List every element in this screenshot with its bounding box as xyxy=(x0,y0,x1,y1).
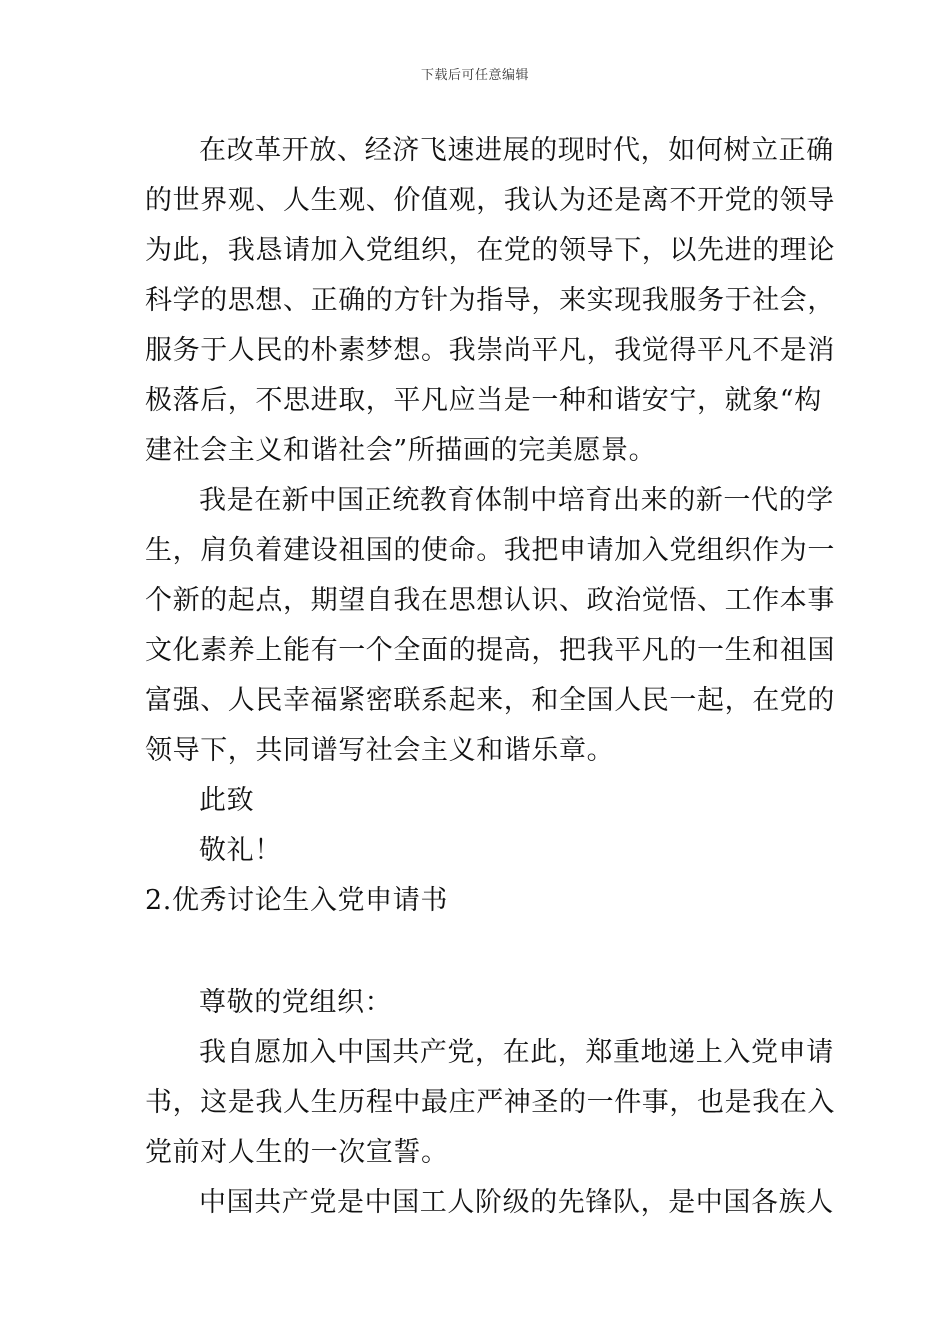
paragraph-line: 书，这是我人生历程中最庄严神圣的一件事，也是我在入 xyxy=(145,1087,835,1118)
paragraph-line: 领导下，共同谱写社会主义和谐乐章。 xyxy=(145,735,615,766)
paragraph-line: 我是在新中国正统教育体制中培育出来的新一代的学 xyxy=(199,485,834,516)
paragraph-line: 建社会主义和谐社会”所描画的完美愿景。 xyxy=(145,435,657,466)
paragraph-line: 科学的思想、正确的方针为指导，来实现我服务于社会， xyxy=(145,285,835,316)
paragraph-1 xyxy=(145,126,835,476)
section-title: 2.优秀讨论生入党申请书 xyxy=(145,885,448,916)
paragraph-line: 生，肩负着建设祖国的使命。我把申请加入党组织作为一 xyxy=(145,535,835,566)
paragraph-line: 我自愿加入中国共产党，在此，郑重地递上入党申请 xyxy=(199,1037,834,1068)
closing-line-2: 敬礼！ xyxy=(199,835,282,866)
paragraph-line: 为此，我恳请加入党组织，在党的领导下，以先进的理论 xyxy=(145,235,835,266)
closing-line-1: 此致 xyxy=(199,785,255,816)
paragraph-line: 在改革开放、经济飞速进展的现时代，如何树立正确 xyxy=(199,135,834,166)
paragraph-line: 个新的起点，期望自我在思想认识、政治觉悟、工作本事 xyxy=(145,585,835,616)
blank-spacer xyxy=(145,926,807,978)
page-header-note: 下载后可任意编辑 xyxy=(420,68,529,83)
paragraph-4 xyxy=(145,1178,834,1228)
paragraph-line: 文化素养上能有一个全面的提高，把我平凡的一生和祖国 xyxy=(145,635,835,666)
paragraph-line: 服务于人民的朴素梦想。我崇尚平凡，我觉得平凡不是消 xyxy=(145,335,835,366)
paragraph-3 xyxy=(145,1028,835,1178)
paragraph-line: 极落后，不思进取，平凡应当是一种和谐安宁，就象“构 xyxy=(145,385,822,416)
paragraph-line: 中国共产党是中国工人阶级的先锋队，是中国各族人 xyxy=(199,1187,834,1218)
paragraph-2 xyxy=(145,476,835,776)
paragraph-line: 富强、人民幸福紧密联系起来，和全国人民一起，在党的 xyxy=(145,685,835,716)
salutation: 尊敬的党组织： xyxy=(199,987,393,1018)
paragraph-line: 的世界观、人生观、价值观，我认为还是离不开党的领导 xyxy=(145,185,835,216)
document-body xyxy=(145,126,835,1228)
paragraph-line: 党前对人生的一次宣誓。 xyxy=(145,1137,449,1168)
